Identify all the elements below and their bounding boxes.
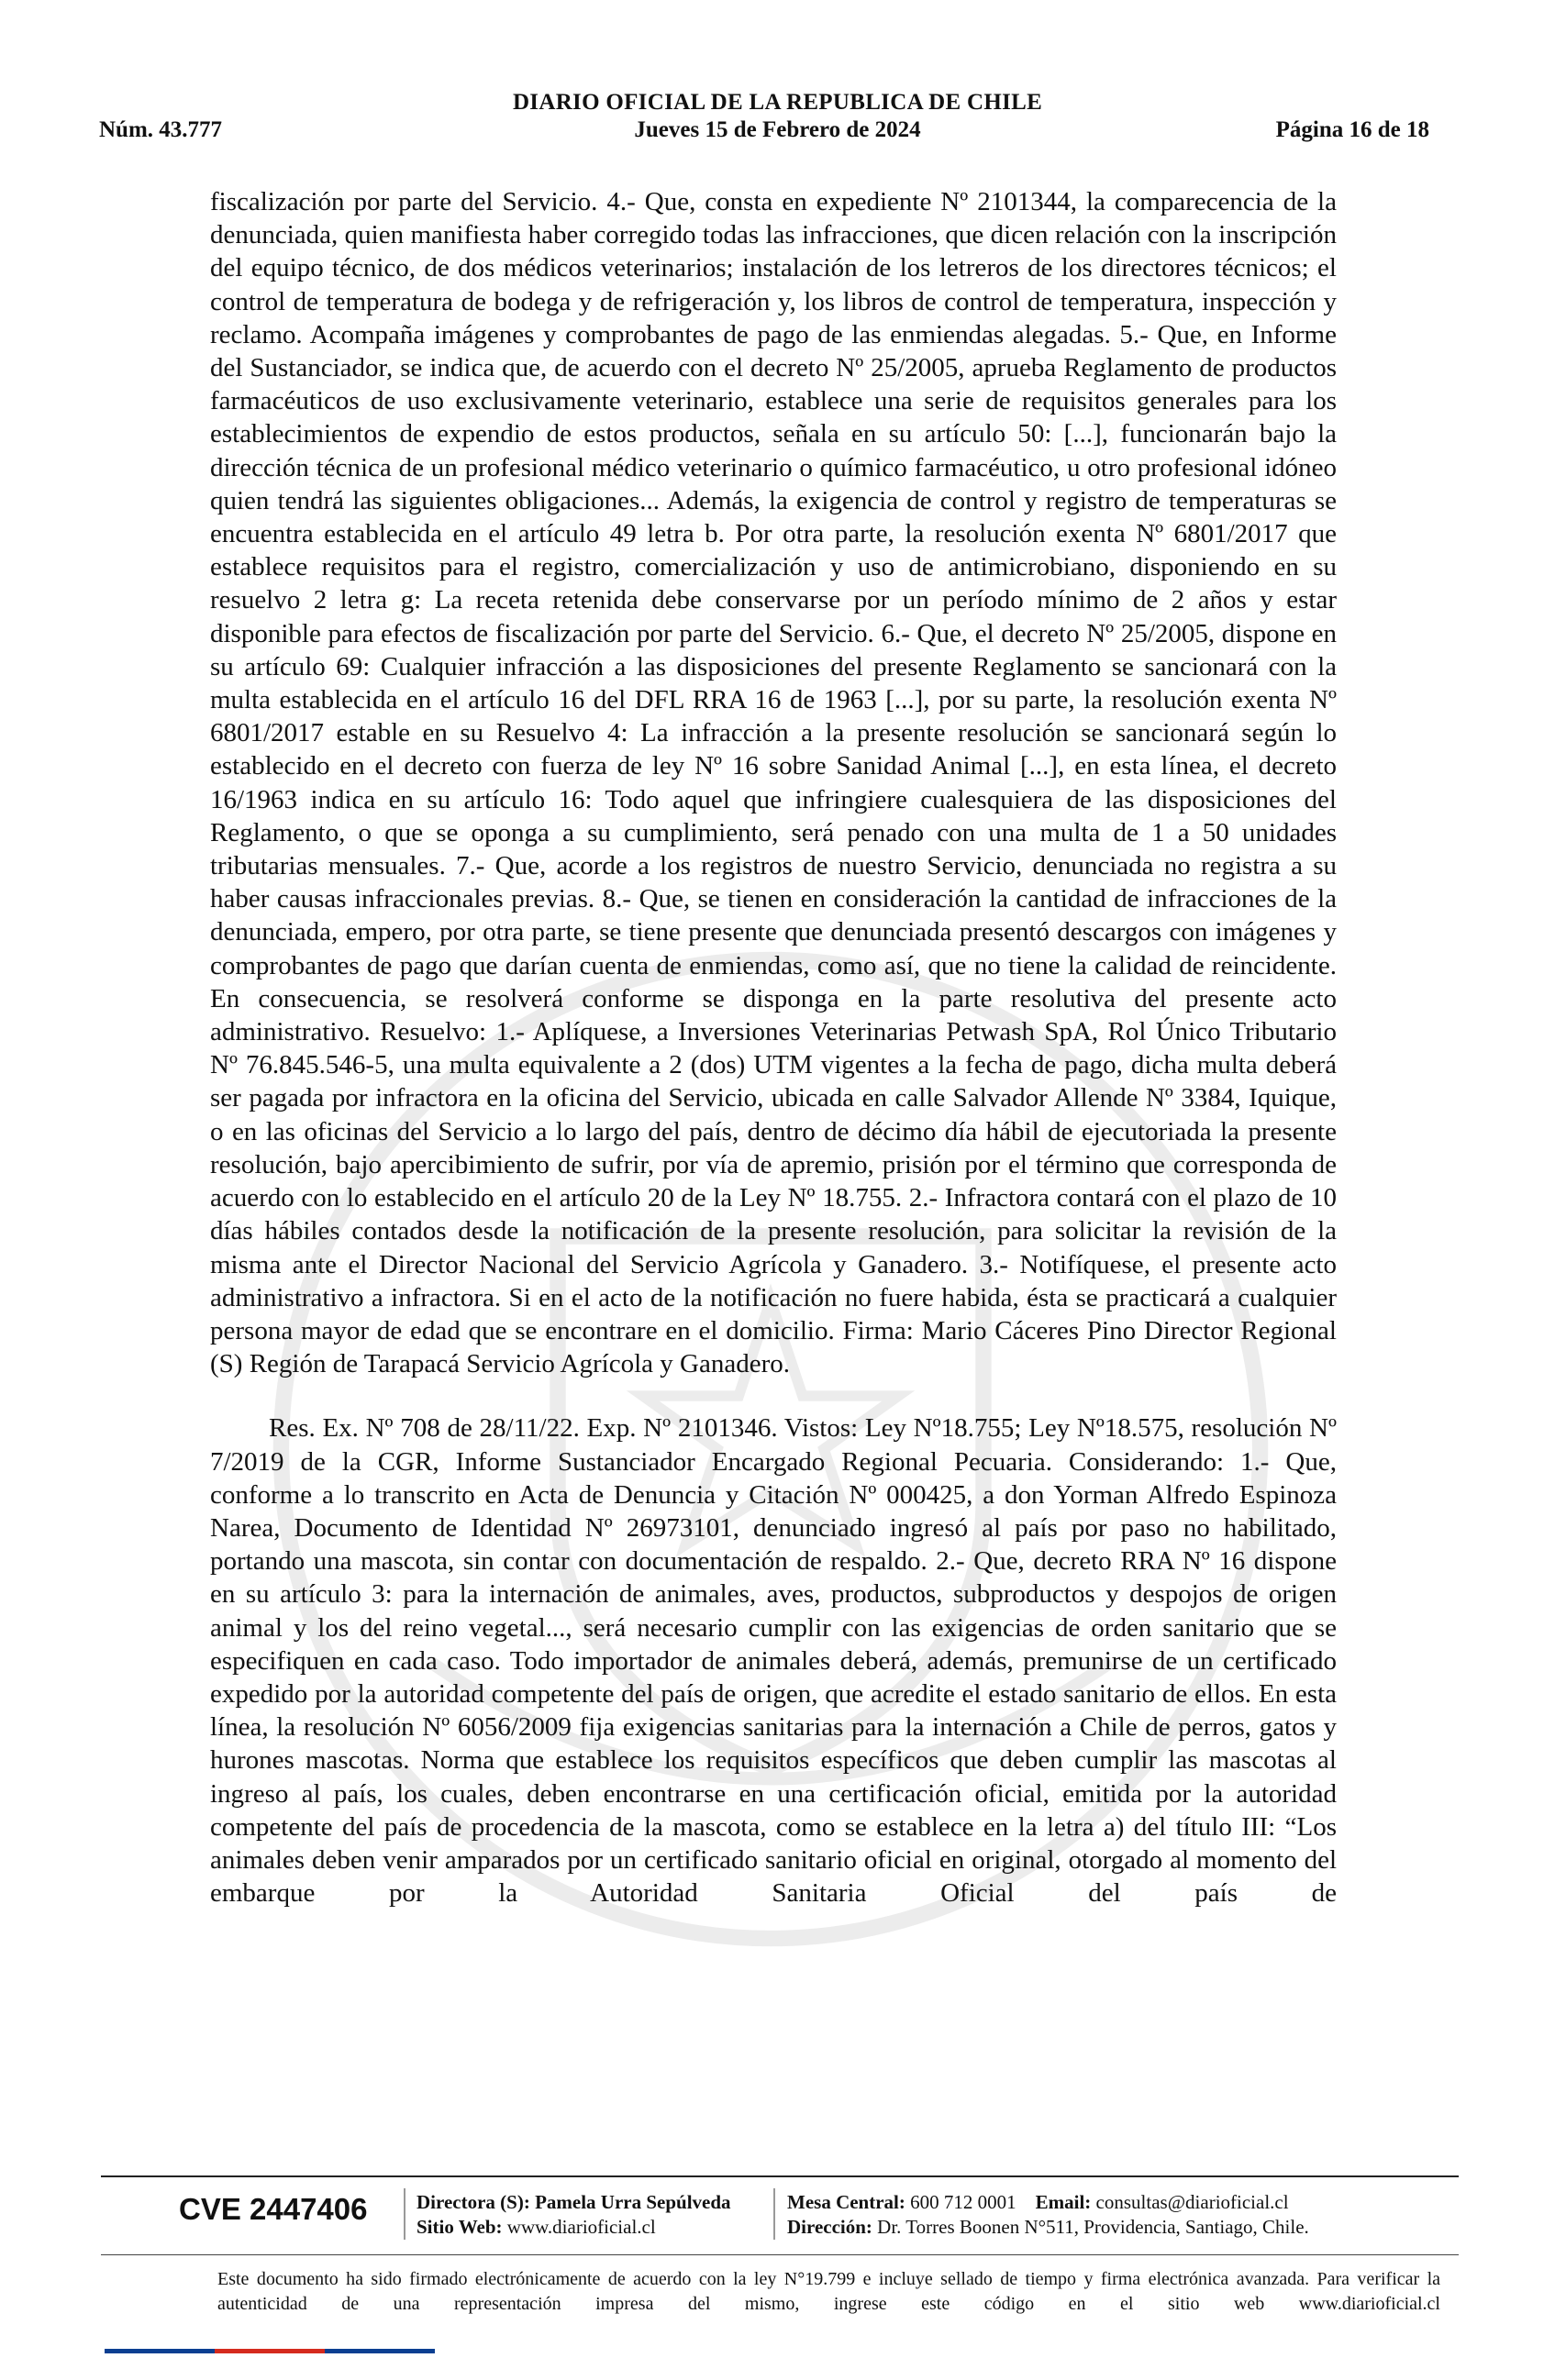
legal-notice: Este documento ha sido firmado electrónicamente de acuerdo con la ley N°19.799 e incluye sellado de tiempo y firma electrónica avanzada. Para verificar la autenticidad de una representación impresa del mismo, ingrese este código en el sitio web www.diarioficial.cl <box>217 2269 1440 2314</box>
footer-contact-block <box>787 2190 1309 2240</box>
email-link[interactable]: consultas@diarioficial.cl <box>1095 2191 1289 2213</box>
footer-separator <box>773 2188 775 2240</box>
director-name: Pamela Urra Sepúlveda <box>535 2191 731 2213</box>
body-paragraph-2: Res. Ex. Nº 708 de 28/11/22. Exp. Nº 2101346. Vistos: Ley Nº18.755; Ley Nº18.575, resolución Nº 7/2019 de la CGR, Informe Sustanciador Encargado Regional Pecuaria. Considerando: 1.- Que, conforme a lo transcrito en Acta de Denuncia y Citación Nº 000425, a don Yorman Alfredo Espinoza Narea, Documento de Identidad Nº 26973101, denunciado ingresó al país por paso no habilitado, portando una mascota, sin contar con documentación de respaldo. 2.- Que, decreto RRA Nº 16 dispone en su artículo 3: para la internación de animales, aves, productos, subproductos y despojos de origen animal y los del reino vegetal..., será necesario cumplir con las exigencias de orden sanitario que se especifiquen en cada caso. Todo importador de animales deberá, además, premunirse de un certificado expedido por la autoridad competente del país de origen, que acredite el estado sanitario de ellos. En esta línea, la resolución Nº 6056/2009 fija exigencias sanitarias para la internación a Chile de perros, gatos y hurones mascotas. Norma que establece los requisitos específicos que deben cumplir las mascotas al ingreso al país, los cuales, deben encontrarse en una certificación oficial, emitida por la autoridad competente del país de procedencia de la mascota, como se establece en la letra a) del título III: “Los animales deben venir amparados por un certificado sanitario oficial en original, otorgado al momento del embarque por la Autoridad Sanitaria Oficial del país de <box>210 1413 1337 1909</box>
page-number: Página 16 de 18 <box>1275 117 1429 142</box>
website-link[interactable]: www.diarioficial.cl <box>506 2216 656 2238</box>
address-value: Dr. Torres Boonen N°511, Providencia, Santiago, Chile. <box>877 2216 1309 2238</box>
footer-director-block <box>417 2190 731 2240</box>
issue-number: Núm. 43.777 <box>99 117 223 142</box>
phone-value: 600 712 0001 <box>910 2191 1016 2213</box>
issue-date: Jueves 15 de Febrero de 2024 <box>634 117 921 142</box>
address-label: Dirección: <box>787 2216 872 2238</box>
cve-code: CVE 2447406 <box>179 2192 368 2226</box>
email-label: Email: <box>1035 2191 1092 2213</box>
page-footer <box>101 2175 1459 2359</box>
footer-divider <box>101 2254 1459 2255</box>
main-content <box>210 185 1337 1910</box>
phone-label: Mesa Central: <box>787 2191 905 2213</box>
chile-flag-stripe <box>105 2349 435 2353</box>
flag-blue-stripe <box>105 2349 215 2353</box>
footer-separator <box>404 2188 405 2240</box>
page-header <box>0 0 1555 156</box>
website-label: Sitio Web: <box>417 2216 503 2238</box>
director-label: Directora (S): <box>417 2191 530 2213</box>
footer-top-rule <box>101 2175 1459 2177</box>
newspaper-title: DIARIO OFICIAL DE LA REPUBLICA DE CHILE <box>512 90 1043 115</box>
flag-blue-stripe <box>325 2349 435 2353</box>
flag-red-stripe <box>215 2349 325 2353</box>
body-paragraph-1: fiscalización por parte del Servicio. 4.- Que, consta en expediente Nº 2101344, la comparecencia de la denunciada, quien manifiesta haber corregido todas las infracciones, que dicen relación con la inscripción del equipo técnico, de dos médicos veterinarios; instalación de los letreros de los directores técnicos; el control de temperatura de bodega y de refrigeración y, los libros de control de temperatura, inspección y reclamo. Acompaña imágenes y comprobantes de pago de las enmiendas alegadas. 5.- Que, en Informe del Sustanciador, se indica que, de acuerdo con el decreto Nº 25/2005, aprueba Reglamento de productos farmacéuticos de uso exclusivamente veterinario, establece una serie de requisitos generales para los establecimientos de expendio de estos productos, señala en su artículo 50: [...], funcionarán bajo la dirección técnica de un profesional médico veterinario o químico farmacéutico, u otro profesional idóneo quien tendrá las siguientes obligaciones... Además, la exigencia de control y registro de temperaturas se encuentra establecida en el artículo 49 letra b. Por otra parte, la resolución exenta Nº 6801/2017 que establece requisitos para el registro, comercialización y uso de antimicrobiano, disponiendo en su resuelvo 2 letra g: La receta retenida debe conservarse por un período mínimo de 2 años y estar disponible para efectos de fiscalización por parte del Servicio. 6.- Que, el decreto Nº 25/2005, dispone en su artículo 69: Cualquier infracción a las disposiciones del presente Reglamento se sancionará con la multa establecida en el artículo 16 del DFL RRA 16 de 1963 [...], por su parte, la resolución exenta Nº 6801/2017 estable en su Resuelvo 4: La infracción a la presente resolución se sancionará según lo establecido en el decreto con fuerza de ley Nº 16 sobre Sanidad Animal [...], en esta línea, el decreto 16/1963 indica en su artículo 16: Todo aquel que infringiere cualesquiera de las disposiciones del Reglamento, o que se oponga a su cumplimiento, será penado con una multa de 1 a 50 unidades tributarias mensuales. 7.- Que, acorde a los registros de nuestro Servicio, denunciada no registra a su haber causas infraccionales previas. 8.- Que, se tienen en consideración la cantidad de infracciones de la denunciada, empero, por otra parte, se tiene presente que denunciada presentó descargos con imágenes y comprobantes de pago que darían cuenta de enmiendas, como así, que no tiene la calidad de reincidente. En consecuencia, se resolverá conforme se disponga en la parte resolutiva del presente acto administrativo. Resuelvo: 1.- Aplíquese, a Inversiones Veterinarias Petwash SpA, Rol Único Tributario Nº 76.845.546-5, una multa equivalente a 2 (dos) UTM vigentes a la fecha de pago, dicha multa deberá ser pagada por infractora en la oficina del Servicio, ubicada en calle Salvador Allende Nº 3384, Iquique, o en las oficinas del Servicio a lo largo del país, dentro de décimo día hábil de ejecutoriada la presente resolución, bajo apercibimiento de sufrir, por vía de apremio, prisión por el término que corresponda de acuerdo con lo establecido en el artículo 20 de la Ley Nº 18.755. 2.- Infractora contará con el plazo de 10 días hábiles contados desde la notificación de la presente resolución, para solicitar la revisión de la misma ante el Director Nacional del Servicio Agrícola y Ganadero. 3.- Notifíquese, el presente acto administrativo a infractora. Si en el acto de la notificación no fuere habida, ésta se practicará a cualquier persona mayor de edad que se encontrare en el domicilio. Firma: Mario Cáceres Pino Director Regional (S) Región de Tarapacá Servicio Agrícola y Ganadero. <box>210 187 1337 1379</box>
